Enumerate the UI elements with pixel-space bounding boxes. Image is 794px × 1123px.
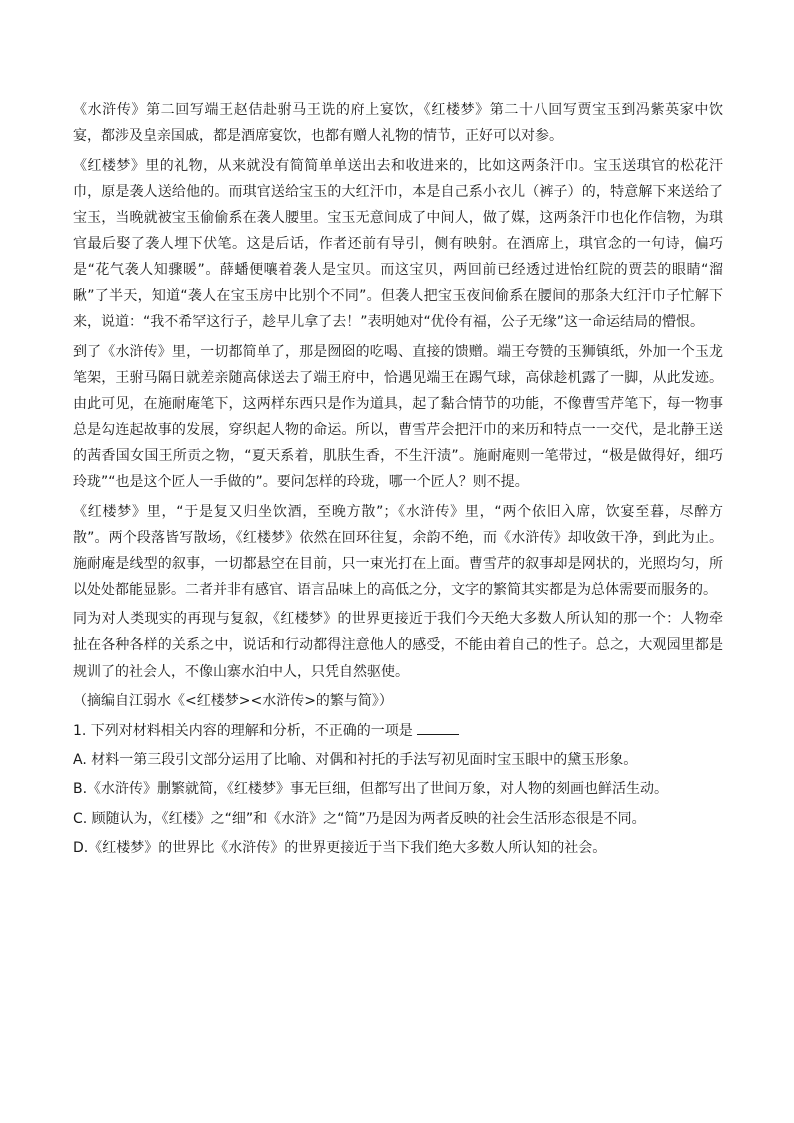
passage-source: （摘编自江弱水《<红楼梦><水浒传>的繁与简》） <box>73 693 393 710</box>
option-d: D.《红楼梦》的世界比《水浒传》的世界更接近于当下我们绝大多数人所认知的社会。 <box>73 840 607 857</box>
passage-paragraph-2: 《红楼梦》里的礼物，从来就没有简简单单送出去和收进来的，比如这两条汗巾。宝玉送琪官的松花汗巾，原是袭人送给他的。而琪官送给宝玉的大红汗巾，本是自己系小衣儿（裤子）的，特意解下来送给了宝玉，当晚就被宝玉偷偷系在袭人腰里。宝玉无意间成了中间人，做了媒，这两条汗巾也化作信物，为琪官最后娶了袭人埋下伏笔。这是后话，作者还前有导引，侧有映射。在酒席上，琪官念的一句诗，偏巧是“花气袭人知骤暖”。薛蟠便嚷着袭人是宝贝。而这宝贝，两回前已经透过进怡红院的贾芸的眼睛“溜瞅”了半天，知道“袭人在宝玉房中比别个不同”。但袭人把宝玉夜间偷系在腰间的那条大红汗巾子忙解下来，说道：“我不希罕这行子，趁早儿拿了去！”表明她对“优伶有福，公子无缘”这一命运结局的懵恨。 <box>73 157 723 331</box>
question-stem-text: 1. 下列对材料相关内容的理解和分析，不正确的一项是 <box>73 722 413 739</box>
passage-paragraph-5: 同为对人类现实的再现与复叙，《红楼梦》的世界更接近于我们今天绝大多数人所认知的那一个：人物牵扯在各种各样的关系之中，说话和行动都得注意他人的感受，不能由着自己的性子。总之，大观园里都是规训了的社会人，不像山寨水泊中人，只凭自然驱使。 <box>73 611 723 680</box>
answer-blank[interactable] <box>417 720 459 735</box>
document-page <box>73 97 723 865</box>
option-c: C. 顾随认为，《红楼》之“细”和《水浒》之“简”乃是因为两者反映的社会生活形态很是不同。 <box>73 810 646 827</box>
passage-paragraph-1: 《水浒传》第二回写端王赵佶赴驸马王诜的府上宴饮，《红楼梦》第二十八回写贾宝玉到冯紫英家中饮宴，都涉及皇亲国戚，都是酒席宴饮，也都有赠人礼物的情节，正好可以对参。 <box>73 102 723 145</box>
question-stem <box>73 718 723 744</box>
passage-paragraph-4: 《红楼梦》里，“于是复又归坐饮酒，至晚方散”；《水浒传》里，“两个依旧入席，饮宴至暮，尽醉方散”。两个段落皆写散场，《红楼梦》依然在回环往复，余韵不绝，而《水浒传》却收敛干净，到此为止。施耐庵是线型的叙事，一切都悬空在目前，只一束光打在上面。曹雪芹的叙事却是网状的，光照均匀，所以处处都能显影。二者并非有感官、语言品味上的高低之分，文字的繁简其实都是为总体需要而服务的。 <box>73 503 723 598</box>
option-b: B.《水浒传》删繁就简，《红楼梦》事无巨细，但都写出了世间万象，对人物的刻画也鲜活生动。 <box>73 781 669 798</box>
passage-paragraph-3: 到了《水浒传》里，一切都简单了，那是囫囵的吃喝、直接的馈赠。端王夸赞的玉狮镇纸，外加一个玉龙笔架，王驸马隔日就差亲随高俅送去了端王府中，恰遇见端王在踢气球，高俅趁机露了一脚，从此发迹。由此可见，在施耐庵笔下，这两样东西只是作为道具，起了黏合情节的功能，不像曹雪芹笔下，每一物事总是勾连起故事的发展，穿织起人物的命运。所以，曹雪芹会把汗巾的来历和特点一一交代，是北静王送的茜香国女国王所贡之物，“夏天系着，肌肤生香，不生汗渍”。施耐庵则一笔带过，“极是做得好，细巧玲珑”“也是这个匠人一手做的”。要问怎样的玲珑，哪一个匠人？则不提。 <box>73 343 723 491</box>
option-a: A. 材料一第三段引文部分运用了比喻、对偶和衬托的手法写初见面时宝玉眼中的黛玉形象。 <box>73 751 638 768</box>
